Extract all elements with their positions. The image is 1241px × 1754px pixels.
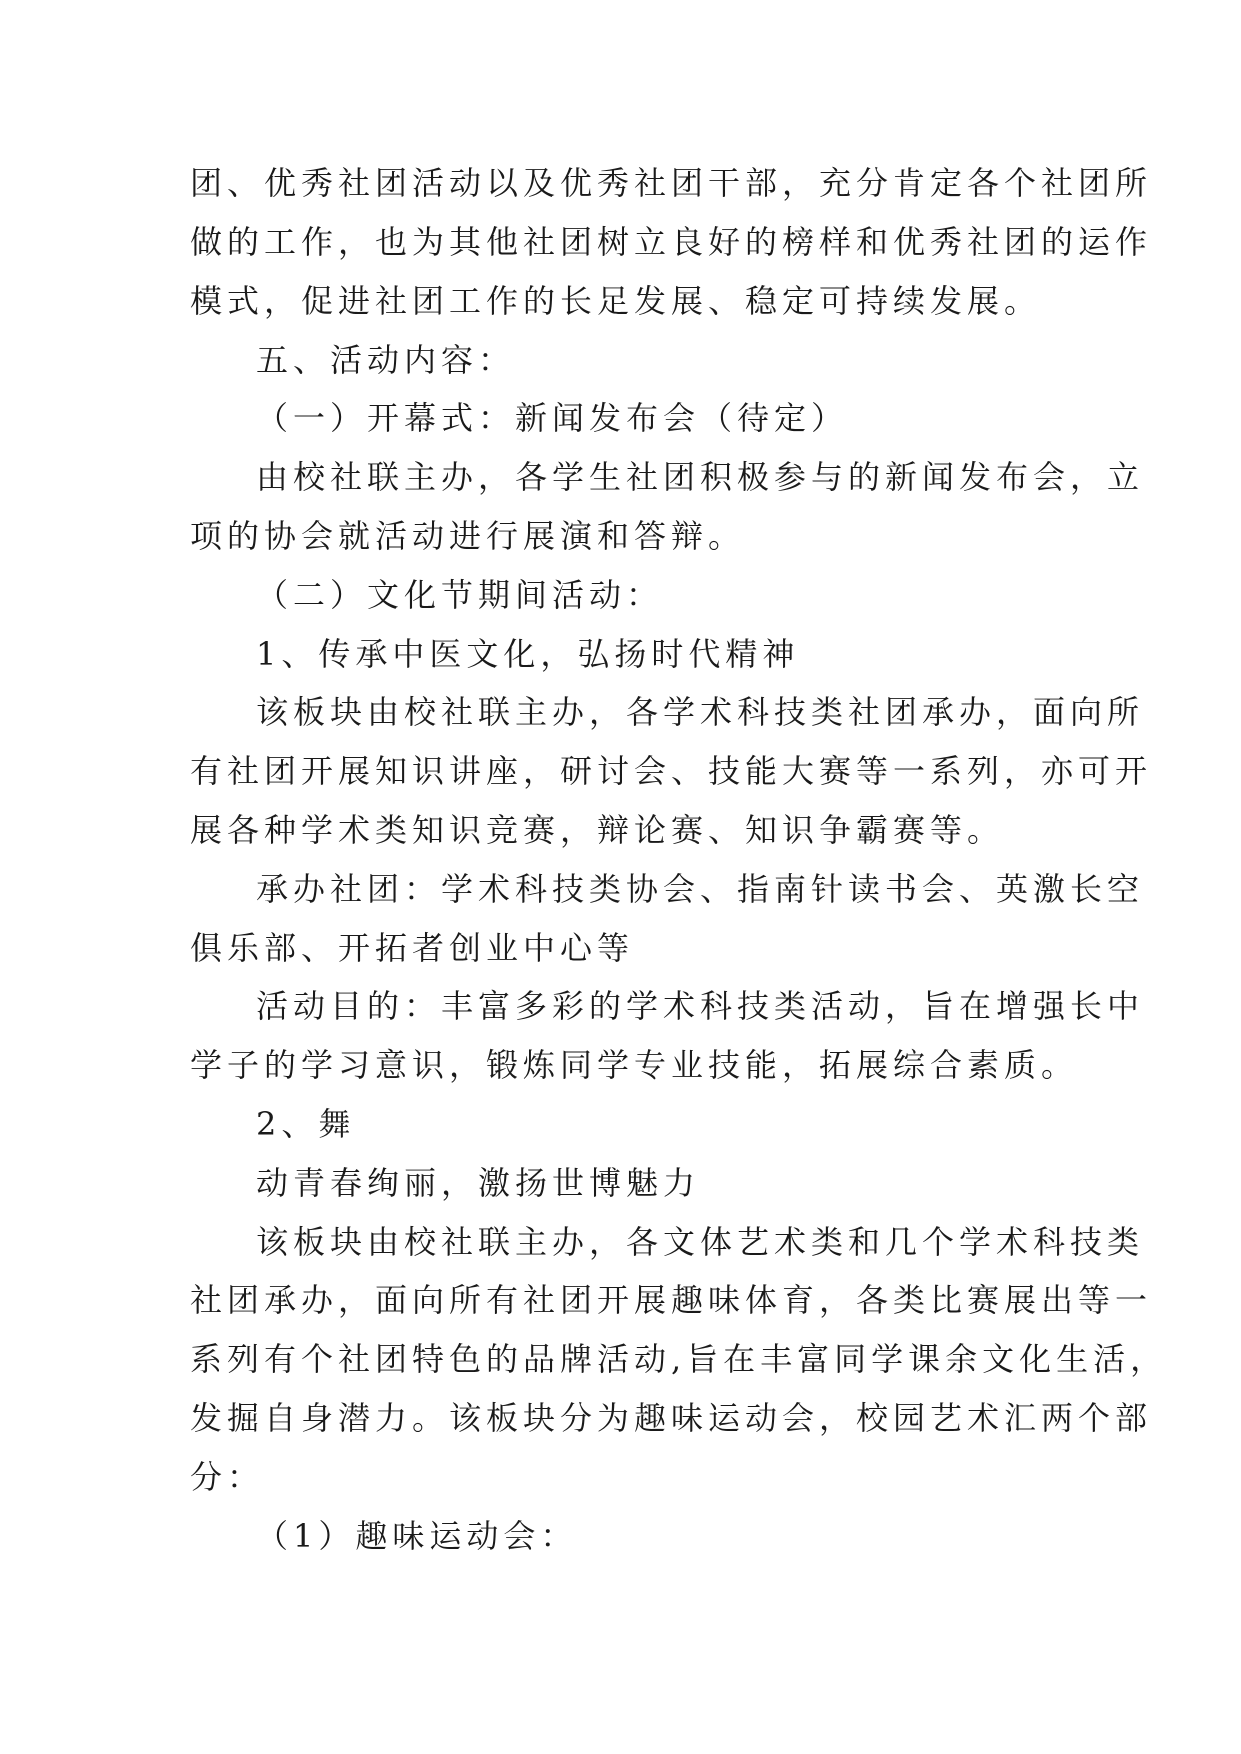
body-text-line: 该板块由校社联主办，各文体艺术类和几个学术科技类 xyxy=(256,1223,1145,1261)
body-text-line: 该板块由校社联主办，各学术科技类社团承办，面向所 xyxy=(256,693,1145,731)
body-text-line: 发掘自身潜力。该板块分为趣味运动会，校园艺术汇两个部 xyxy=(190,1399,1153,1437)
item-heading: （1）趣味运动会： xyxy=(256,1517,578,1555)
body-text-line: 分： xyxy=(190,1458,265,1496)
body-text-line: 做的工作，也为其他社团树立良好的榜样和优秀社团的运作 xyxy=(190,223,1153,261)
body-text-line: 社团承办，面向所有社团开展趣味体育，各类比赛展出等一 xyxy=(190,1281,1153,1319)
section-heading: 五、活动内容： xyxy=(256,341,516,379)
item-heading: 1、传承中医文化，弘扬时代精神 xyxy=(256,635,800,673)
body-text-line: 承办社团：学术科技类协会、指南针读书会、英激长空 xyxy=(256,870,1145,908)
subsection-heading: （二）文化节期间活动： xyxy=(256,576,664,614)
item-heading: 2、舞 xyxy=(256,1105,356,1143)
body-text-line: 有社团开展知识讲座，研讨会、技能大赛等一系列，亦可开 xyxy=(190,752,1153,790)
body-text-line: 团、优秀社团活动以及优秀社团干部，充分肯定各个社团所 xyxy=(190,164,1153,202)
body-text-line: 系列有个社团特色的品牌活动,旨在丰富同学课余文化生活， xyxy=(190,1340,1168,1378)
subsection-heading: （一）开幕式：新闻发布会（待定） xyxy=(256,399,849,437)
body-text-line: 活动目的：丰富多彩的学术科技类活动，旨在增强长中 xyxy=(256,987,1145,1025)
body-text-line: 展各种学术类知识竞赛，辩论赛、知识争霸赛等。 xyxy=(190,811,1005,849)
body-text-line: 项的协会就活动进行展演和答辩。 xyxy=(190,517,746,555)
body-text-line: 由校社联主办，各学生社团积极参与的新闻发布会，立 xyxy=(256,458,1145,496)
body-text-line: 俱乐部、开拓者创业中心等 xyxy=(190,929,635,967)
body-text-line: 模式，促进社团工作的长足发展、稳定可持续发展。 xyxy=(190,282,1042,320)
item-heading: 动青春绚丽，激扬世博魅力 xyxy=(256,1164,701,1202)
body-text-line: 学子的学习意识，锻炼同学专业技能，拓展综合素质。 xyxy=(190,1046,1079,1084)
